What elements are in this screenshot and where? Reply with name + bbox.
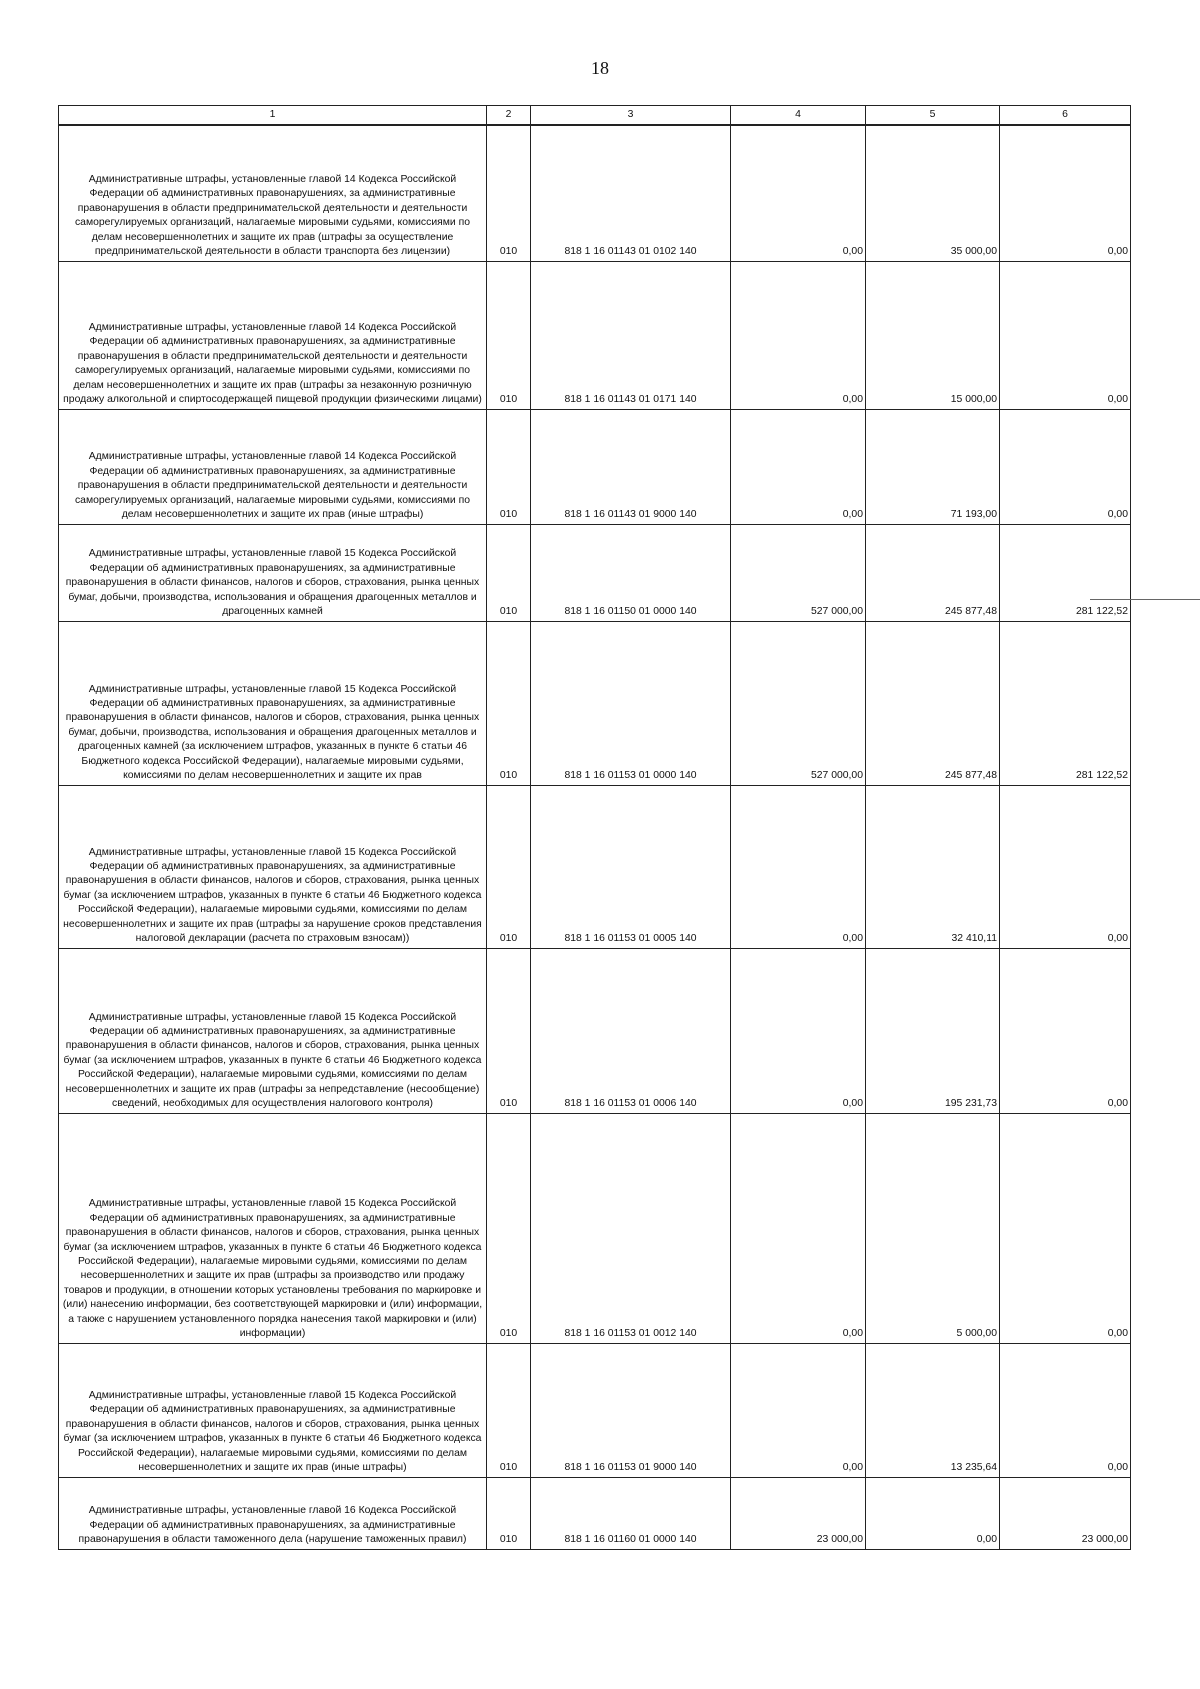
row-name: Административные штрафы, установленные главой 15 Кодекса Российской Федерации об административных правонарушениях, за административные правонарушения в области финансов, налогов и сборов, страхования, рынка ценных бумаг (за исключением штрафов, указанных в пункте 6 статьи 46 Бюджетного кодекса Российской Федерации), налагаемые мировыми судьями, комиссиями по делам несовершеннолетних и защите их прав (иные штрафы) (59, 1343, 487, 1477)
row-value-col6: 0,00 (1000, 409, 1131, 524)
row-value-col4: 527 000,00 (731, 524, 866, 621)
margin-line-mark (1090, 599, 1200, 600)
table-row (59, 1113, 1131, 1343)
row-value-col4: 0,00 (731, 261, 866, 409)
page-number: 18 (591, 58, 609, 78)
row-name: Административные штрафы, установленные главой 15 Кодекса Российской Федерации об административных правонарушениях, за административные правонарушения в области финансов, налогов и сборов, страхования, рынка ценных бумаг (за исключением штрафов, указанных в пункте 6 статьи 46 Бюджетного кодекса Российской Федерации), налагаемые мировыми судьями, комиссиями по делам несовершеннолетних и защите их прав (штрафы за производство или продажу товаров и продукции, в отношении которых установлены требования по маркировке и (или) нанесению информации, без соответствующей маркировки и (или) информации, а также с нарушением установленного порядка нанесения такой маркировки и (или) информации) (59, 1113, 487, 1343)
row-value-col4: 0,00 (731, 1343, 866, 1477)
row-line-code: 010 (487, 948, 531, 1113)
row-name: Административные штрафы, установленные главой 14 Кодекса Российской Федерации об административных правонарушениях, за административные правонарушения в области предпринимательской деятельности и деятельности саморегулируемых организаций, налагаемые мировыми судьями, комиссиями по делам несовершеннолетних и защите их прав (штрафы за осуществление предпринимательской деятельности в области транспорта без лицензии) (59, 125, 487, 261)
row-value-col4: 527 000,00 (731, 621, 866, 785)
row-name: Административные штрафы, установленные главой 14 Кодекса Российской Федерации об административных правонарушениях, за административные правонарушения в области предпринимательской деятельности и деятельности саморегулируемых организаций, налагаемые мировыми судьями, комиссиями по делам несовершеннолетних и защите их прав (штрафы за незаконную розничную продажу алкогольной и спиртосодержащей пищевой продукции физическими лицами) (59, 261, 487, 409)
table-row (59, 948, 1131, 1113)
row-value-col6: 23 000,00 (1000, 1477, 1131, 1549)
row-name: Административные штрафы, установленные главой 15 Кодекса Российской Федерации об административных правонарушениях, за административные правонарушения в области финансов, налогов и сборов, страхования, рынка ценных бумаг, добычи, производства, использования и обращения драгоценных металлов и драгоценных камней (59, 524, 487, 621)
row-value-col6: 281 122,52 (1000, 621, 1131, 785)
row-name: Административные штрафы, установленные главой 15 Кодекса Российской Федерации об административных правонарушениях, за административные правонарушения в области финансов, налогов и сборов, страхования, рынка ценных бумаг, добычи, производства, использования и обращения драгоценных металлов и драгоценных камней (за исключением штрафов, указанных в пункте 6 статьи 46 Бюджетного кодекса Российской Федерации), налагаемые мировыми судьями, комиссиями по делам несовершеннолетних и защите их прав (59, 621, 487, 785)
table-header (59, 106, 1131, 126)
row-value-col4: 0,00 (731, 409, 866, 524)
row-line-code: 010 (487, 1343, 531, 1477)
column-header-4: 4 (731, 106, 866, 126)
table-row (59, 261, 1131, 409)
row-value-col4: 0,00 (731, 1113, 866, 1343)
row-budget-code: 818 1 16 01153 01 9000 140 (531, 1343, 731, 1477)
row-value-col6: 0,00 (1000, 1343, 1131, 1477)
row-budget-code: 818 1 16 01153 01 0000 140 (531, 621, 731, 785)
column-header-5: 5 (866, 106, 1000, 126)
row-line-code: 010 (487, 261, 531, 409)
row-line-code: 010 (487, 524, 531, 621)
row-value-col5: 0,00 (866, 1477, 1000, 1549)
row-line-code: 010 (487, 1477, 531, 1549)
row-budget-code: 818 1 16 01143 01 0102 140 (531, 125, 731, 261)
table-row (59, 621, 1131, 785)
row-value-col5: 15 000,00 (866, 261, 1000, 409)
report-table (58, 105, 1131, 1550)
row-value-col5: 35 000,00 (866, 125, 1000, 261)
row-name: Административные штрафы, установленные главой 16 Кодекса Российской Федерации об административных правонарушениях, за административные правонарушения в области таможенного дела (нарушение таможенных правил) (59, 1477, 487, 1549)
row-value-col5: 13 235,64 (866, 1343, 1000, 1477)
row-value-col5: 32 410,11 (866, 785, 1000, 948)
table-row (59, 125, 1131, 261)
column-header-6: 6 (1000, 106, 1131, 126)
column-header-2: 2 (487, 106, 531, 126)
row-value-col5: 195 231,73 (866, 948, 1000, 1113)
header-row (59, 106, 1131, 126)
row-value-col5: 245 877,48 (866, 524, 1000, 621)
row-budget-code: 818 1 16 01160 01 0000 140 (531, 1477, 731, 1549)
row-budget-code: 818 1 16 01143 01 9000 140 (531, 409, 731, 524)
table-row (59, 1343, 1131, 1477)
row-name: Административные штрафы, установленные главой 14 Кодекса Российской Федерации об административных правонарушениях, за административные правонарушения в области предпринимательской деятельности и деятельности саморегулируемых организаций, налагаемые мировыми судьями, комиссиями по делам несовершеннолетних и защите их прав (иные штрафы) (59, 409, 487, 524)
row-line-code: 010 (487, 1113, 531, 1343)
row-budget-code: 818 1 16 01153 01 0012 140 (531, 1113, 731, 1343)
row-budget-code: 818 1 16 01150 01 0000 140 (531, 524, 731, 621)
row-value-col4: 0,00 (731, 125, 866, 261)
row-line-code: 010 (487, 621, 531, 785)
table-body (59, 125, 1131, 1549)
row-value-col6: 0,00 (1000, 261, 1131, 409)
row-value-col6: 281 122,52 (1000, 524, 1131, 621)
row-value-col6: 0,00 (1000, 948, 1131, 1113)
table-row (59, 1477, 1131, 1549)
row-value-col4: 23 000,00 (731, 1477, 866, 1549)
row-value-col6: 0,00 (1000, 125, 1131, 261)
row-value-col5: 71 193,00 (866, 409, 1000, 524)
column-header-3: 3 (531, 106, 731, 126)
row-value-col6: 0,00 (1000, 1113, 1131, 1343)
row-budget-code: 818 1 16 01153 01 0006 140 (531, 948, 731, 1113)
table-row (59, 785, 1131, 948)
row-line-code: 010 (487, 785, 531, 948)
row-name: Административные штрафы, установленные главой 15 Кодекса Российской Федерации об административных правонарушениях, за административные правонарушения в области финансов, налогов и сборов, страхования, рынка ценных бумаг (за исключением штрафов, указанных в пункте 6 статьи 46 Бюджетного кодекса Российской Федерации), налагаемые мировыми судьями, комиссиями по делам несовершеннолетних и защите их прав (штрафы за нарушение сроков представления налоговой декларации (расчета по страховым взносам)) (59, 785, 487, 948)
row-value-col5: 5 000,00 (866, 1113, 1000, 1343)
row-budget-code: 818 1 16 01143 01 0171 140 (531, 261, 731, 409)
row-value-col4: 0,00 (731, 948, 866, 1113)
row-value-col4: 0,00 (731, 785, 866, 948)
column-header-1: 1 (59, 106, 487, 126)
row-value-col5: 245 877,48 (866, 621, 1000, 785)
row-name: Административные штрафы, установленные главой 15 Кодекса Российской Федерации об административных правонарушениях, за административные правонарушения в области финансов, налогов и сборов, страхования, рынка ценных бумаг (за исключением штрафов, указанных в пункте 6 статьи 46 Бюджетного кодекса Российской Федерации), налагаемые мировыми судьями, комиссиями по делам несовершеннолетних и защите их прав (штрафы за непредставление (несообщение) сведений, необходимых для осуществления налогового контроля) (59, 948, 487, 1113)
row-line-code: 010 (487, 125, 531, 261)
row-value-col6: 0,00 (1000, 785, 1131, 948)
row-line-code: 010 (487, 409, 531, 524)
table-row (59, 524, 1131, 621)
table-row (59, 409, 1131, 524)
row-budget-code: 818 1 16 01153 01 0005 140 (531, 785, 731, 948)
